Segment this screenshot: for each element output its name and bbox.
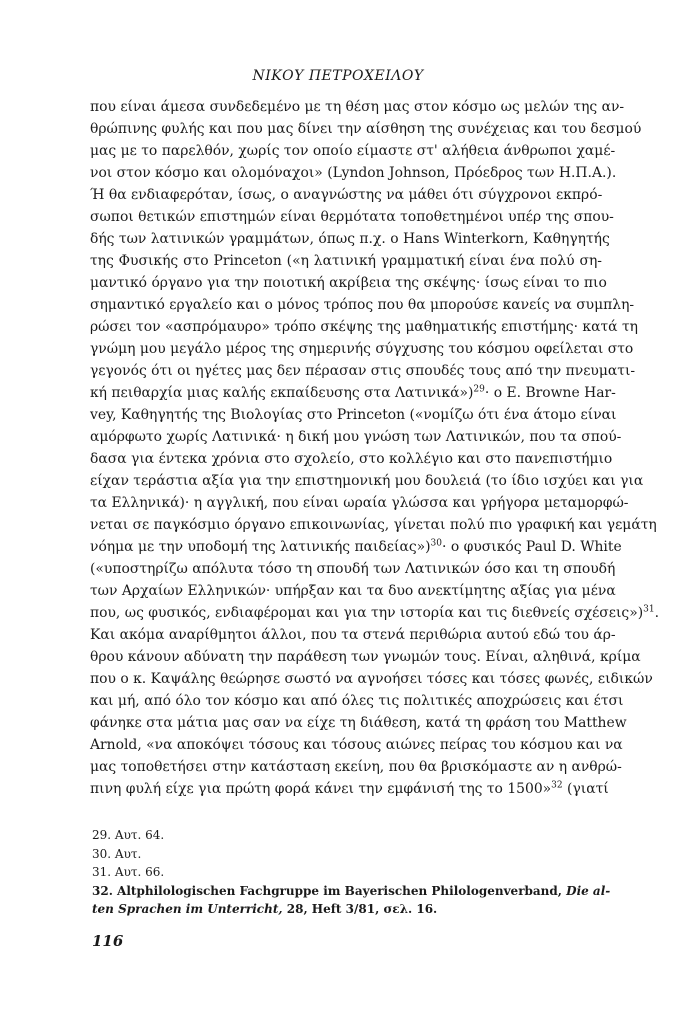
text-line: που ο κ. Καψάλης θεώρησε σωστό να αγνοήσει τόσες και τόσες φωνές, ειδικών [90, 671, 653, 687]
text-line: που είναι άμεσα συνδεδεμένο με τη θέση μας στον κόσμο ως μελών της αν- [90, 99, 625, 115]
text-line: γεγονός ότι οι ηγέτες μας δεν πέρασαν στις σπουδές τους από την πνευματι- [90, 363, 636, 379]
text-line [90, 602, 660, 624]
text-line: δασα για έντεκα χρόνια στο σχολείο, στο κολλέγιο και στο πανεπιστήμιο [90, 451, 613, 467]
note-ref-30[interactable]: 30 [430, 538, 442, 549]
note-ref-29[interactable]: 29 [473, 384, 485, 395]
text-line: τα Ελληνικά)· η αγγλική, που είναι ωραία γλώσσα και γρήγορα μεταμορφώ- [90, 495, 629, 511]
text-line: θρώπινης φυλής και που μας δίνει την αίσθηση της συνέχειας και του δεσμού [90, 121, 642, 137]
text-line: νοι στον κόσμο και ολομόναχοι» (Lyndon Johnson, Πρόεδρος των Η.Π.Α.). [90, 165, 617, 181]
text-fragment: πινη φυλή είχε για πρώτη φορά κάνει την εμφάνισή της το 1500» [90, 781, 552, 797]
text-line [90, 778, 609, 800]
text-line: είχαν τεράστια αξία για την επιστημονική μου δουλειά (το ίδιο ισχύει και για [90, 473, 644, 489]
footnote-32 [92, 882, 611, 901]
text-line: θρου κάνουν αδύνατη την παράθεση των γνωμών τους. Είναι, αληθινά, κρίμα [90, 649, 641, 665]
text-line: Ή θα ενδιαφερόταν, ίσως, ο αναγνώστης να μάθει ότι σύγχρονοι εκπρό- [90, 187, 603, 203]
footnote-32-continued [92, 900, 602, 919]
text-line: ρώσει τον «ασπρόμαυρο» τρόπο σκέψης της μαθηματικής επιστήμης· κατά τη [90, 319, 638, 335]
text-line: μας με το παρελθόν, χωρίς τον οποίο είμαστε στ' αλήθεια άνθρωποι χαμέ- [90, 143, 616, 159]
text-line: γνώμη μου μεγάλο μέρος της σημερινής σύγχυσης του κόσμου οφείλεται στο [90, 341, 634, 357]
text-line: φάνηκε στα μάτια μας σαν να είχε τη διάθεση, κατά τη φράση του Matthew [90, 715, 627, 731]
text-line: Και ακόμα αναρίθμητοι άλλοι, που τα στενά περιθώρια αυτού εδώ του άρ- [90, 627, 616, 643]
text-fragment: · ο φυσικός Paul D. White [441, 539, 622, 555]
text-line: σημαντικό εργαλείο και ο μόνος τρόπος που θα μπορούσε κανείς να συμπλη- [90, 297, 635, 313]
text-line: μας τοποθετήσει στην κατάσταση εκείνη, που θα βρισκόμαστε αν η ανθρώ- [90, 759, 622, 775]
text-fragment: κή πειθαρχία μιας καλής εκπαίδευσης στα Λατινικά») [90, 385, 474, 401]
text-line: σωποι θετικών επιστημών είναι θερμότατα τοποθετημένοι υπέρ της σπου- [90, 209, 614, 225]
running-head: ΝΙΚΟΥ ΠΕΤΡΟΧΕΙΛΟΥ [252, 68, 424, 84]
text-line: vey, Καθηγητής της Βιολογίας στο Princeton («νομίζω ότι ένα άτομο είναι [90, 407, 617, 423]
text-line: νεται σε παγκόσμιο όργανο επικοινωνίας, γίνεται πολύ πιο γραφική και γεμάτη [90, 517, 657, 533]
text-fragment: (γιατί [562, 781, 609, 797]
footnotes [92, 826, 611, 919]
text-line: («υποστηρίζω απόλυτα τόσο τη σπουδή των Λατινικών όσο και τη σπουδή [90, 561, 616, 577]
main-text [90, 96, 660, 800]
footnote-title: ten Sprachen im Unterricht, [92, 902, 283, 917]
footnote-text: 28, Heft 3/81, σελ. 16. [282, 902, 438, 917]
text-line: των Αρχαίων Ελληνικών· υπήρξαν και τα δυο ανεκτίμητης αξίας για μένα [90, 583, 616, 599]
text-fragment: . [654, 605, 660, 621]
footnote-text: 32. Altphilologischen Fachgruppe im Bayerischen Philologenverband, [92, 883, 567, 898]
note-ref-31[interactable]: 31 [643, 604, 655, 615]
text-line: μαντικό όργανο για την ποιοτική ακρίβεια της σκέψης· ίσως είναι το πιο [90, 275, 607, 291]
note-ref-32[interactable]: 32 [551, 780, 563, 791]
text-line [90, 536, 622, 558]
page-number: 116 [92, 932, 124, 950]
text-fragment: νόημα με την υποδομή της λατινικής παιδείας») [90, 539, 431, 555]
text-line: δής των λατινικών γραμμάτων, όπως π.χ. ο Hans Winterkorn, Καθηγητής [90, 231, 610, 247]
footnote-30: 30. Αυτ. [92, 846, 142, 861]
text-fragment: · ο E. Browne Har- [484, 385, 616, 401]
footnote-title: Die al- [566, 883, 611, 898]
text-line: αμόρφωτο χωρίς Λατινικά· η δική μου γνώση των Λατινικών, που τα σπού- [90, 429, 622, 445]
footnote-31: 31. Αυτ. 66. [92, 865, 165, 880]
text-line: και μή, από όλο τον κόσμο και από όλες τις πολιτικές αποχρώσεις και έτσι [90, 693, 624, 709]
text-line: της Φυσικής στο Princeton («η λατινική γραμματική είναι ένα πολύ ση- [90, 253, 602, 269]
footnote-29: 29. Αυτ. 64. [92, 828, 165, 842]
text-line: Arnold, «να αποκόψει τόσους και τόσους αιώνες πείρας του κόσμου και να [90, 737, 623, 753]
text-line [90, 382, 616, 404]
text-fragment: που, ως φυσικός, ενδιαφέρομαι και για την ιστορία και τις διεθνείς σχέσεις») [90, 605, 644, 621]
